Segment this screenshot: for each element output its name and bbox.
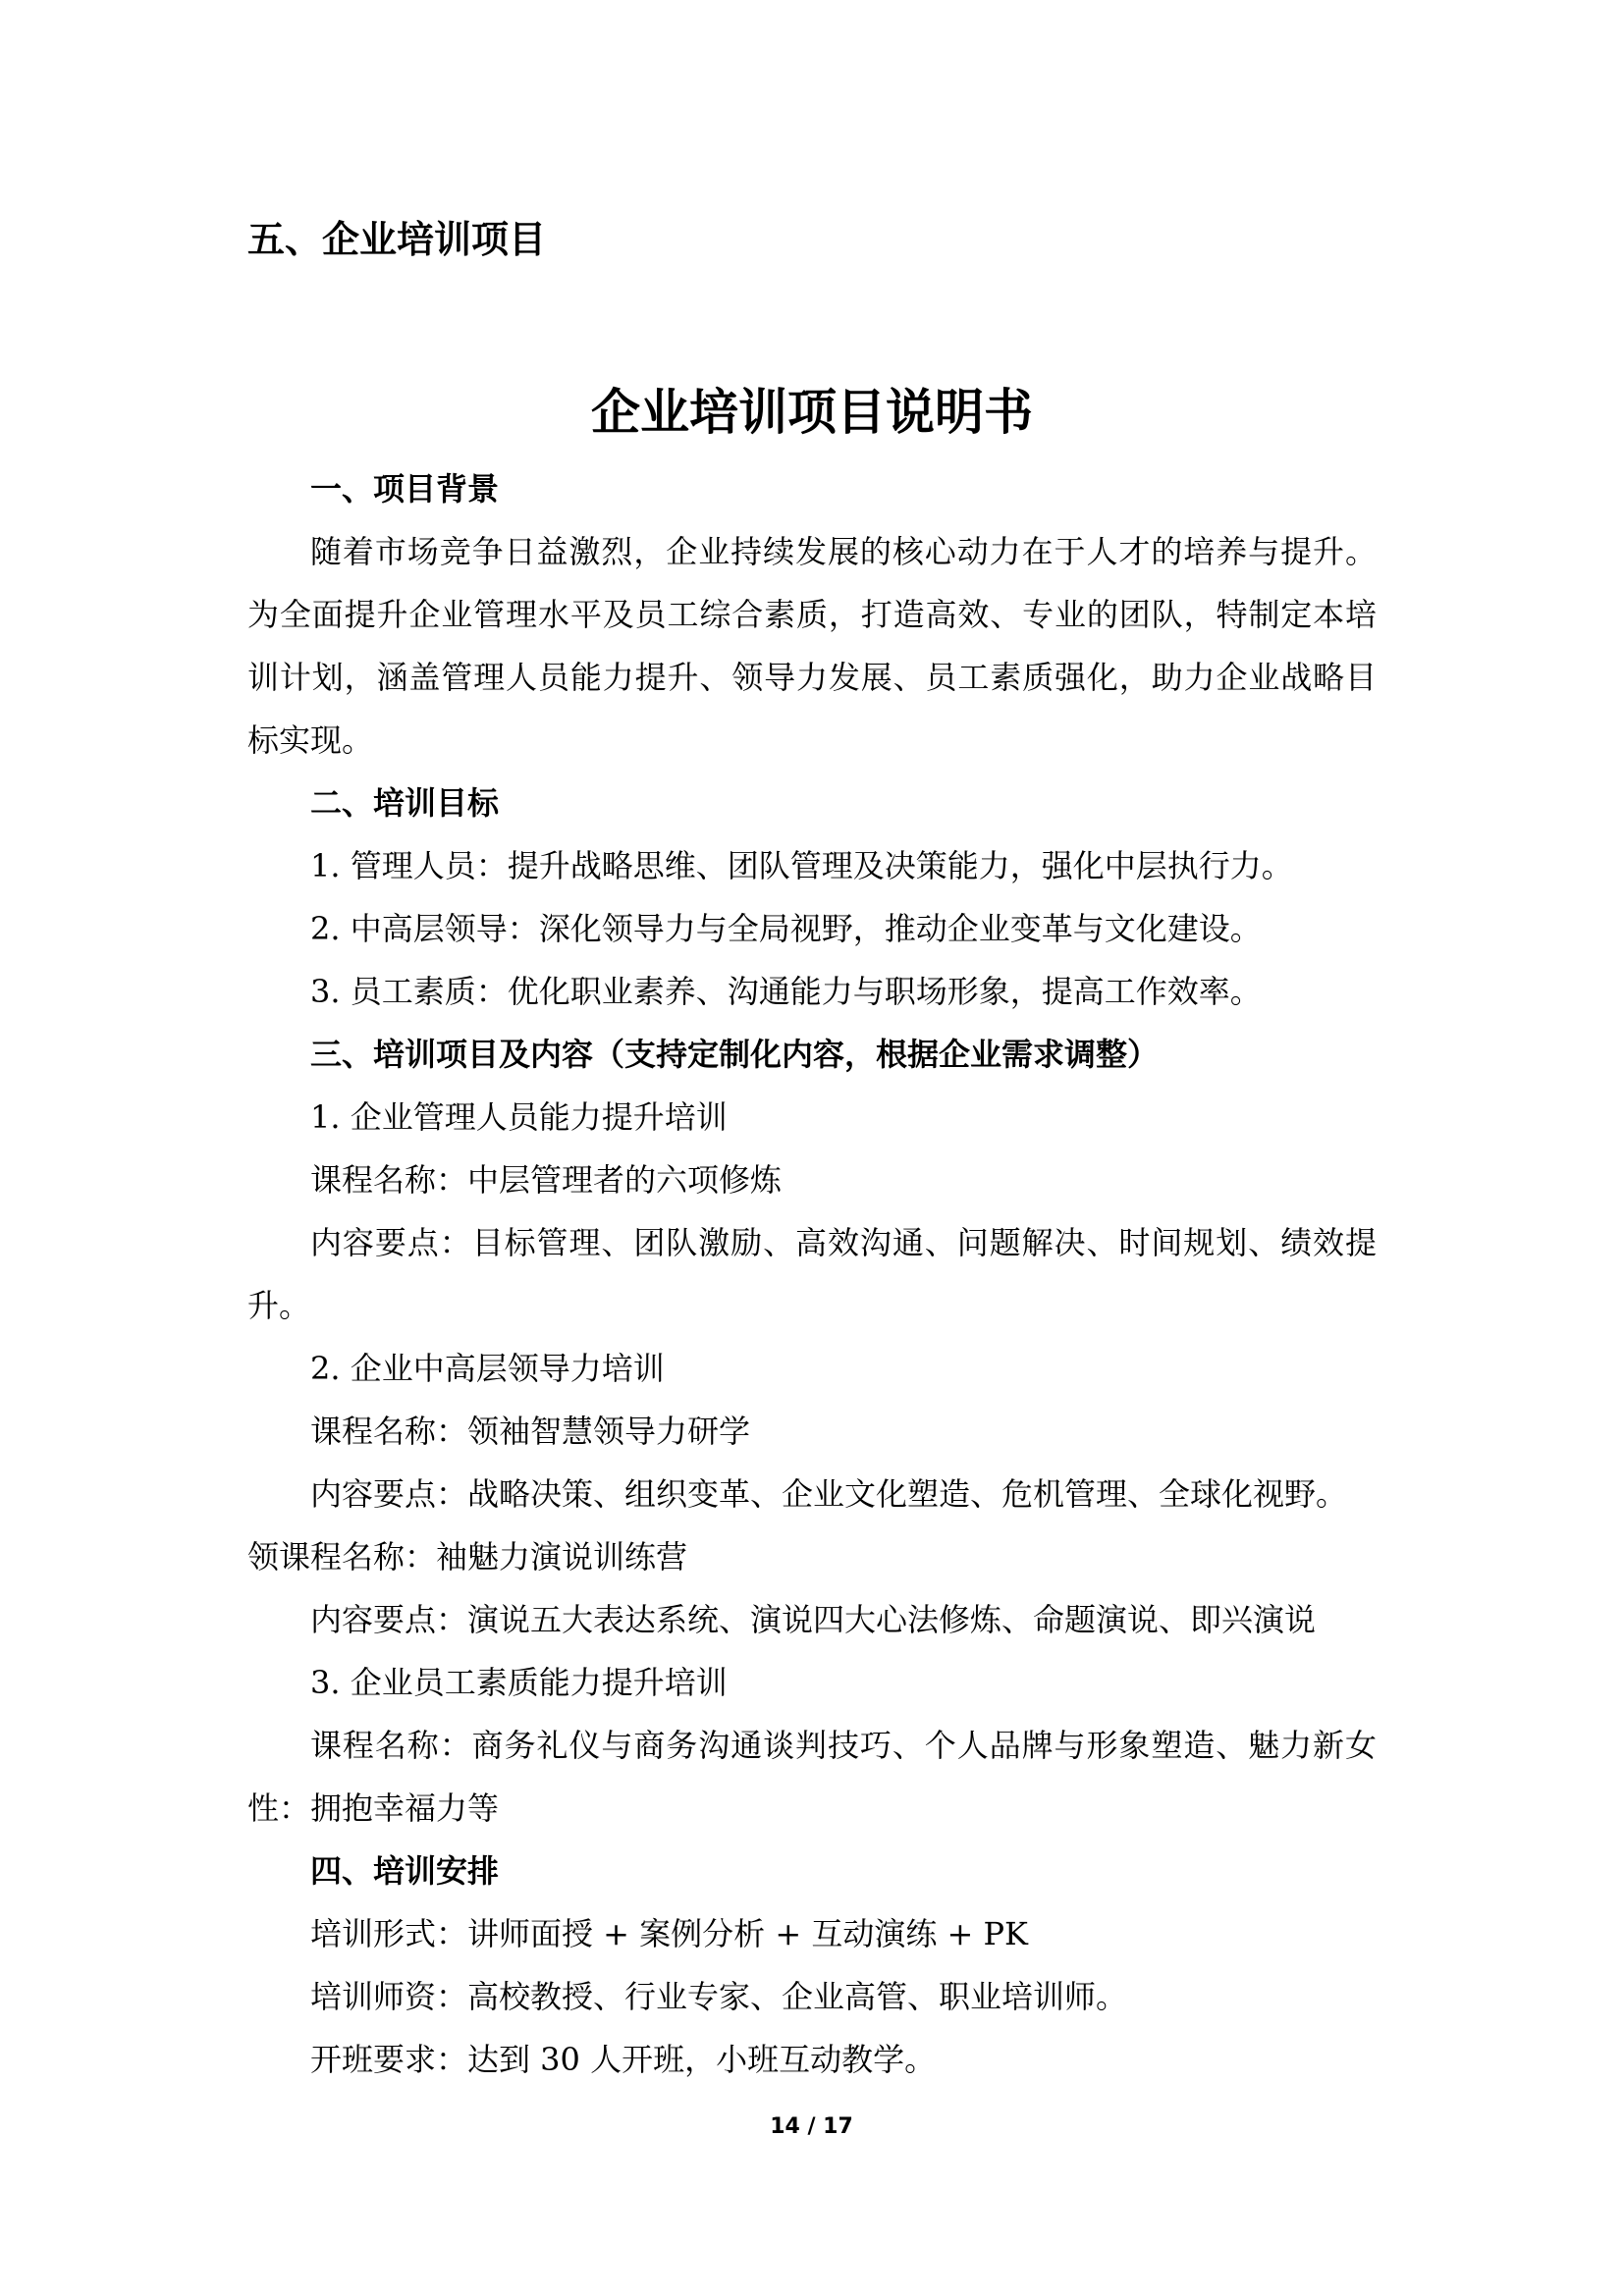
- section-heading: 五、企业培训项目: [247, 218, 547, 261]
- arrangement-form: 培训形式：讲师面授 + 案例分析 + 互动演练 + PK: [310, 1915, 1028, 1952]
- content-item2-points-b: 领课程名称：袖魅力演说训练营: [247, 1538, 688, 1575]
- content-item1-title: 1. 企业管理人员能力提升培训: [310, 1098, 728, 1136]
- content-item2-title: 2. 企业中高层领导力培训: [310, 1350, 665, 1387]
- content-item3-course: 课程名称：商务礼仪与商务沟通谈判技巧、个人品牌与形象塑造、魅力新女性：拥抱幸福力等: [247, 1727, 1377, 1827]
- goals-heading: 二、培训目标: [310, 784, 500, 822]
- arrangement-heading: 四、培训安排: [310, 1852, 500, 1890]
- content-heading: 三、培训项目及内容（支持定制化内容，根据企业需求调整）: [310, 1036, 1160, 1073]
- goal-item-3: 3. 员工素质：优化职业素养、沟通能力与职场形象，提高工作效率。: [310, 973, 1262, 1010]
- background-heading: 一、项目背景: [310, 470, 500, 507]
- content-item1-points: 内容要点：目标管理、团队激励、高效沟通、问题解决、时间规划、绩效提升。: [247, 1224, 1377, 1324]
- background-paragraph: 随着市场竞争日益激烈，企业持续发展的核心动力在于人才的培养与提升。为全面提升企业管理水平及员工综合素质，打造高效、专业的团队，特制定本培训计划，涵盖管理人员能力提升、领导力发展、员工素质强化，助力企业战略目标实现。: [247, 533, 1377, 759]
- goal-item-2: 2. 中高层领导：深化领导力与全局视野，推动企业变革与文化建设。: [310, 910, 1262, 947]
- arrangement-requirement: 开班要求：达到 30 人开班，小班互动教学。: [310, 2041, 937, 2078]
- document-body: [247, 457, 1386, 2091]
- document-title: 企业培训项目说明书: [591, 383, 1033, 441]
- content-item1-course: 课程名称：中层管理者的六项修炼: [310, 1161, 783, 1199]
- goal-item-1: 1. 管理人员：提升战略思维、团队管理及决策能力，强化中层执行力。: [310, 847, 1293, 884]
- content-item2-points-a: 内容要点：战略决策、组织变革、企业文化塑造、危机管理、全球化视野。: [310, 1475, 1348, 1513]
- page-number: 14 / 17: [770, 2114, 853, 2139]
- content-item2-points-c: 内容要点：演说五大表达系统、演说四大心法修炼、命题演说、即兴演说: [310, 1601, 1317, 1638]
- content-item3-title: 3. 企业员工素质能力提升培训: [310, 1664, 728, 1701]
- content-item2-course: 课程名称：领袖智慧领导力研学: [310, 1413, 751, 1450]
- arrangement-teachers: 培训师资：高校教授、行业专家、企业高管、职业培训师。: [310, 1978, 1128, 2015]
